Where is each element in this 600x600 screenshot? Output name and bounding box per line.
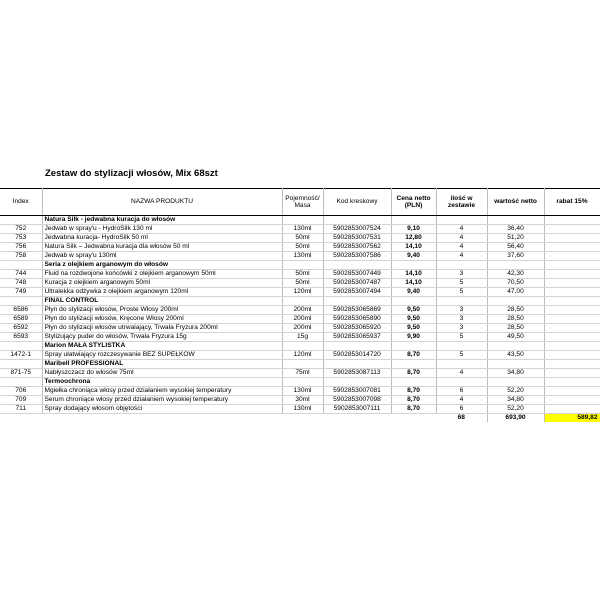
empty-cell — [436, 360, 487, 369]
section-title: Termoochrona — [42, 378, 282, 387]
row-name: Jedwab w spray'u 130ml — [42, 252, 282, 261]
empty-cell — [282, 261, 323, 270]
empty-cell — [282, 297, 323, 306]
empty-cell — [323, 378, 391, 387]
row-price: 9,50 — [391, 306, 436, 315]
row-index: 6592 — [0, 324, 42, 333]
row-barcode: 5902853007098 — [323, 396, 391, 405]
row-index: 711 — [0, 405, 42, 414]
section-title: FINAL CONTROL — [42, 297, 282, 306]
header-value: wartość netto — [487, 189, 544, 216]
empty-cell — [391, 261, 436, 270]
empty-cell — [544, 297, 600, 306]
empty-cell — [391, 414, 436, 423]
empty-cell — [391, 216, 436, 225]
empty-cell — [282, 414, 323, 423]
row-rabat — [544, 369, 600, 378]
row-qty: 3 — [436, 306, 487, 315]
row-name: Jedwab w spray'u - HydroSilk 130 ml — [42, 225, 282, 234]
row-mass: 120ml — [282, 351, 323, 360]
row-name: Płyn do stylizacji włosów, Kręcone Włosy 200ml — [42, 315, 282, 324]
row-rabat — [544, 306, 600, 315]
row-name: Ultralekka odżywka z olejkiem arganowym 120ml — [42, 288, 282, 297]
row-name: Mgiełka chroniąca włosy przed działaniem wysokiej temperatury — [42, 387, 282, 396]
row-barcode: 5902853007487 — [323, 279, 391, 288]
row-price: 8,70 — [391, 405, 436, 414]
row-mass: 75ml — [282, 369, 323, 378]
row-index: 758 — [0, 252, 42, 261]
row-value: 42,30 — [487, 270, 544, 279]
row-barcode: 5902853065920 — [323, 324, 391, 333]
row-index: 748 — [0, 279, 42, 288]
table-row — [0, 279, 600, 288]
table-row — [0, 369, 600, 378]
empty-cell — [42, 414, 282, 423]
row-index: 706 — [0, 387, 42, 396]
section-title: Natura Silk - jedwabna kuracja do włosów — [42, 216, 282, 225]
header-rabat: rabat 15% — [544, 189, 600, 216]
section-index-cell — [0, 297, 42, 306]
header-name: NAZWA PRODUKTU — [42, 189, 282, 216]
header-price: Cena netto (PLN) — [391, 189, 436, 216]
row-value: 52,20 — [487, 405, 544, 414]
empty-cell — [391, 378, 436, 387]
header-row — [0, 189, 600, 216]
row-qty: 5 — [436, 279, 487, 288]
row-qty: 4 — [436, 252, 487, 261]
row-price: 14,10 — [391, 279, 436, 288]
row-rabat — [544, 288, 600, 297]
row-barcode: 5902853007494 — [323, 288, 391, 297]
empty-cell — [323, 414, 391, 423]
empty-cell — [544, 378, 600, 387]
row-qty: 3 — [436, 270, 487, 279]
row-index: 752 — [0, 225, 42, 234]
row-index: 6589 — [0, 315, 42, 324]
empty-cell — [391, 360, 436, 369]
row-rabat — [544, 351, 600, 360]
empty-cell — [436, 342, 487, 351]
row-price: 8,70 — [391, 396, 436, 405]
header-index: Index — [0, 189, 42, 216]
table-row — [0, 324, 600, 333]
row-name: Płyn do stylizacji włosów, Proste Włosy 200ml — [42, 306, 282, 315]
empty-cell — [323, 297, 391, 306]
total-qty: 68 — [436, 414, 487, 423]
row-name: Stylizujący puder do włosów, Trwała Fryzura 15g — [42, 333, 282, 342]
row-mass: 130ml — [282, 387, 323, 396]
empty-cell — [323, 261, 391, 270]
section-title: Maribell PROFESSIONAL — [42, 360, 282, 369]
table-row — [0, 333, 600, 342]
section-title: Seria z olejkiem arganowym do włosów — [42, 261, 282, 270]
section-index-cell — [0, 342, 42, 351]
row-rabat — [544, 234, 600, 243]
row-qty: 4 — [436, 369, 487, 378]
section-index-cell — [0, 216, 42, 225]
empty-cell — [282, 216, 323, 225]
row-rabat — [544, 279, 600, 288]
empty-cell — [544, 216, 600, 225]
row-price: 9,10 — [391, 225, 436, 234]
section-row — [0, 342, 600, 351]
row-mass: 120ml — [282, 288, 323, 297]
row-value: 49,50 — [487, 333, 544, 342]
row-price: 14,10 — [391, 270, 436, 279]
row-rabat — [544, 324, 600, 333]
row-rabat — [544, 396, 600, 405]
row-value: 52,20 — [487, 387, 544, 396]
row-value: 56,40 — [487, 243, 544, 252]
row-barcode: 5902853065890 — [323, 315, 391, 324]
empty-cell — [487, 360, 544, 369]
table-row — [0, 234, 600, 243]
empty-cell — [391, 342, 436, 351]
table-row — [0, 225, 600, 234]
section-row — [0, 216, 600, 225]
row-price: 8,70 — [391, 387, 436, 396]
row-index: 1472-1 — [0, 351, 42, 360]
row-qty: 5 — [436, 333, 487, 342]
empty-cell — [487, 342, 544, 351]
row-barcode: 5902853007586 — [323, 252, 391, 261]
row-name: Serum chroniące włosy przed działaniem wysokiej temperatury — [42, 396, 282, 405]
row-mass: 50ml — [282, 270, 323, 279]
row-qty: 6 — [436, 387, 487, 396]
empty-cell — [0, 414, 42, 423]
empty-cell — [487, 297, 544, 306]
document-title: Zestaw do stylizacji włosów, Mix 68szt — [45, 168, 218, 179]
row-barcode: 5902853007524 — [323, 225, 391, 234]
empty-cell — [323, 360, 391, 369]
row-rabat — [544, 225, 600, 234]
table-row — [0, 351, 600, 360]
row-price: 8,70 — [391, 351, 436, 360]
table-row — [0, 387, 600, 396]
row-value: 47,00 — [487, 288, 544, 297]
row-value: 36,40 — [487, 225, 544, 234]
row-qty: 3 — [436, 324, 487, 333]
row-mass: 50ml — [282, 234, 323, 243]
row-barcode: 5902853007081 — [323, 387, 391, 396]
row-index: 753 — [0, 234, 42, 243]
section-index-cell — [0, 378, 42, 387]
row-index: 756 — [0, 243, 42, 252]
row-barcode: 5902853065869 — [323, 306, 391, 315]
row-price: 9,50 — [391, 324, 436, 333]
row-value: 34,80 — [487, 396, 544, 405]
row-name: Spray dodający włosom objętości — [42, 405, 282, 414]
section-row — [0, 360, 600, 369]
row-barcode: 5902853007449 — [323, 270, 391, 279]
row-price: 14,10 — [391, 243, 436, 252]
row-mass: 15g — [282, 333, 323, 342]
header-qty: ilość w zestawie — [436, 189, 487, 216]
row-qty: 4 — [436, 396, 487, 405]
empty-cell — [323, 216, 391, 225]
row-price: 9,40 — [391, 252, 436, 261]
row-rabat — [544, 270, 600, 279]
row-price: 8,70 — [391, 369, 436, 378]
row-index: 6593 — [0, 333, 42, 342]
row-index: 6586 — [0, 306, 42, 315]
table-row — [0, 243, 600, 252]
totals-row — [0, 414, 600, 423]
row-barcode: 5902853014720 — [323, 351, 391, 360]
row-name: Fluid na rozdwojone końcówki z olejkiem arganowym 50ml — [42, 270, 282, 279]
row-price: 9,50 — [391, 315, 436, 324]
row-qty: 5 — [436, 351, 487, 360]
product-table — [0, 188, 600, 422]
row-mass: 130ml — [282, 225, 323, 234]
row-qty: 4 — [436, 243, 487, 252]
empty-cell — [544, 261, 600, 270]
row-qty: 6 — [436, 405, 487, 414]
row-index: 749 — [0, 288, 42, 297]
section-index-cell — [0, 360, 42, 369]
row-name: Kuracja z olejkiem arganowym 50ml — [42, 279, 282, 288]
row-value: 28,50 — [487, 315, 544, 324]
section-index-cell — [0, 261, 42, 270]
empty-cell — [436, 378, 487, 387]
table-row — [0, 288, 600, 297]
empty-cell — [391, 297, 436, 306]
section-row — [0, 261, 600, 270]
section-row — [0, 297, 600, 306]
table-row — [0, 405, 600, 414]
row-qty: 5 — [436, 288, 487, 297]
row-barcode: 5902853007531 — [323, 234, 391, 243]
empty-cell — [487, 378, 544, 387]
row-mass: 50ml — [282, 243, 323, 252]
row-qty: 4 — [436, 225, 487, 234]
empty-cell — [282, 360, 323, 369]
table-row — [0, 396, 600, 405]
row-rabat — [544, 315, 600, 324]
empty-cell — [544, 342, 600, 351]
total-rabat: 589,82 — [544, 414, 600, 423]
row-qty: 4 — [436, 234, 487, 243]
total-value: 693,90 — [487, 414, 544, 423]
row-index: 871-75 — [0, 369, 42, 378]
row-mass: 200ml — [282, 324, 323, 333]
row-rabat — [544, 252, 600, 261]
row-barcode: 5902853007111 — [323, 405, 391, 414]
row-value: 70,50 — [487, 279, 544, 288]
row-index: 709 — [0, 396, 42, 405]
section-title: Marion MAŁA STYLISTKA — [42, 342, 282, 351]
row-name: Natura Silk – Jedwabna kuracja dla włosów 50 ml — [42, 243, 282, 252]
row-rabat — [544, 333, 600, 342]
header-mass: Pojemność/ Masa — [282, 189, 323, 216]
row-barcode: 5902853007562 — [323, 243, 391, 252]
row-mass: 200ml — [282, 315, 323, 324]
empty-cell — [436, 261, 487, 270]
row-mass: 130ml — [282, 252, 323, 261]
empty-cell — [436, 216, 487, 225]
row-qty: 3 — [436, 315, 487, 324]
row-rabat — [544, 387, 600, 396]
empty-cell — [487, 261, 544, 270]
row-name: Jedwabna kuracja- HydroSilk 50 ml — [42, 234, 282, 243]
empty-cell — [487, 216, 544, 225]
row-mass: 50ml — [282, 279, 323, 288]
row-mass: 200ml — [282, 306, 323, 315]
section-row — [0, 378, 600, 387]
row-rabat — [544, 405, 600, 414]
row-value: 51,20 — [487, 234, 544, 243]
row-mass: 30ml — [282, 396, 323, 405]
row-price: 12,80 — [391, 234, 436, 243]
empty-cell — [282, 342, 323, 351]
row-value: 28,50 — [487, 324, 544, 333]
row-name: Spray ułatwiający rozczesywanie BEZ SUPEŁKÓW — [42, 351, 282, 360]
table-row — [0, 252, 600, 261]
row-value: 37,60 — [487, 252, 544, 261]
row-value: 43,50 — [487, 351, 544, 360]
row-name: Płyn do stylizacji włosów utrwalający, Trwała Fryzura 200ml — [42, 324, 282, 333]
row-barcode: 5902853065937 — [323, 333, 391, 342]
row-value: 28,50 — [487, 306, 544, 315]
row-value: 34,80 — [487, 369, 544, 378]
row-price: 9,40 — [391, 288, 436, 297]
empty-cell — [323, 342, 391, 351]
table-row — [0, 306, 600, 315]
row-index: 744 — [0, 270, 42, 279]
empty-cell — [436, 297, 487, 306]
row-mass: 130ml — [282, 405, 323, 414]
row-price: 9,90 — [391, 333, 436, 342]
row-barcode: 5902853087113 — [323, 369, 391, 378]
empty-cell — [282, 378, 323, 387]
row-rabat — [544, 243, 600, 252]
header-barcode: Kod kreskowy — [323, 189, 391, 216]
table-row — [0, 270, 600, 279]
empty-cell — [544, 360, 600, 369]
row-name: Nabłyszczacz do włosów 75ml — [42, 369, 282, 378]
product-table-body — [0, 216, 600, 423]
table-row — [0, 315, 600, 324]
